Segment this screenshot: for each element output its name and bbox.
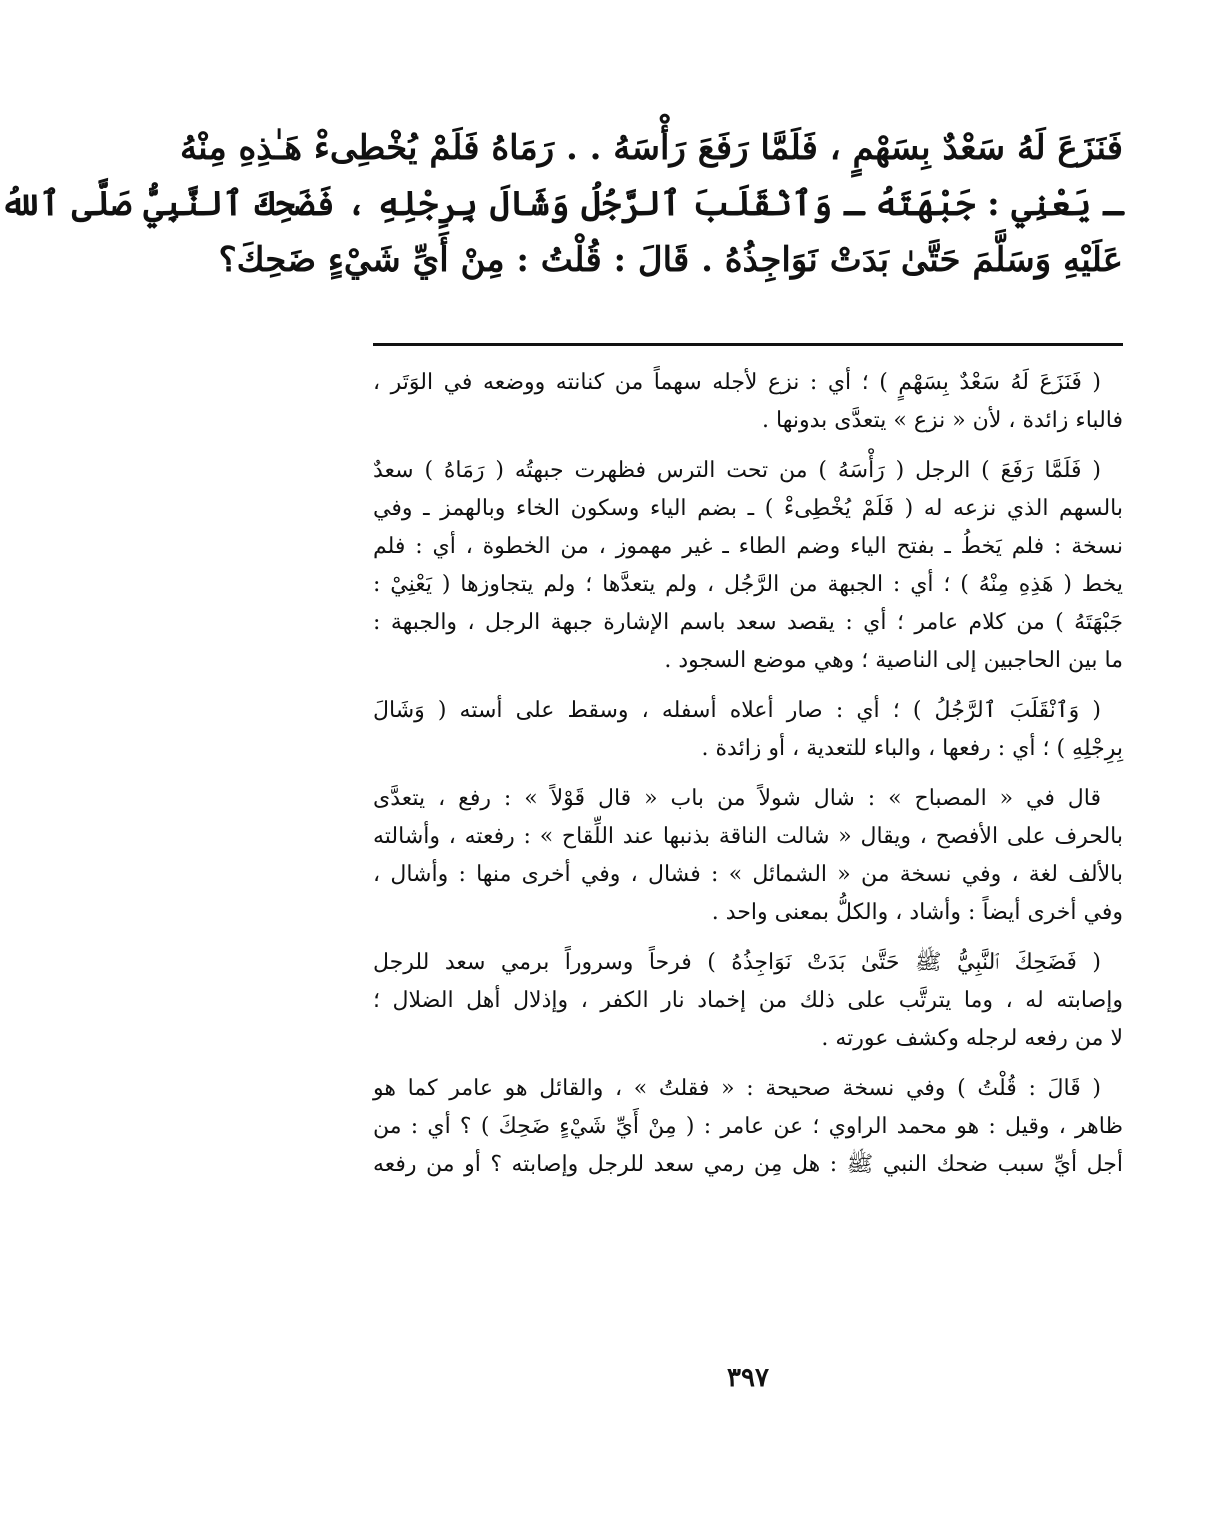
commentary-line: ( فَنَزَعَ لَهُ سَعْدٌ بِسَهْمٍ ) ؛ أي : نزع لأجله سهماً من كنانته ووضعه في الوَتَر ، bbox=[373, 370, 1101, 395]
commentary-line: ظاهر ، وقيل : هو محمد الراوي ؛ عن عامر : ( مِنْ أَيِّ شَيْءٍ ضَحِكَ ) ؟ أي : من bbox=[373, 1114, 1123, 1139]
commentary-paragraph bbox=[373, 364, 1123, 440]
commentary-line: جَبْهَتَهُ ) من كلام عامر ؛ أي : يقصد سعد باسم الإشارة جبهة الرجل ، والجبهة : bbox=[373, 610, 1123, 635]
commentary-line: يخط ( هَذِهِ مِنْهُ ) ؛ أي : الجبهة من الرَّجُل ، ولم يتعدَّها ؛ ولم يتجاوزها ( يَعْنِيْ : bbox=[373, 572, 1123, 597]
commentary-paragraph bbox=[373, 944, 1123, 1058]
commentary-paragraph bbox=[373, 1070, 1123, 1184]
commentary-line: ( فَلَمَّا رَفَعَ ) الرجل ( رَأْسَهُ ) من تحت الترس فظهرت جبهتُه ( رَمَاهُ ) سعدٌ bbox=[373, 458, 1101, 483]
commentary-line: بِرِجْلِهِ ) ؛ أي : رفعها ، والباء للتعدية ، أو زائدة . bbox=[701, 736, 1123, 761]
commentary-line: بالحرف على الأفصح ، ويقال « شالت الناقة بذنبها عند اللِّقاح » : رفعته ، وأشالته bbox=[373, 824, 1123, 849]
hadith-line: ـ يَعْنِي : جَبْهَتَهُ ـ وَٱنْقَلَبَ ٱلرَّجُلُ وَشَالَ بِرِجْلِهِ ، فَضَحِكَ ٱلنَّبِيُّ صَلَّى ٱللهُ bbox=[0, 184, 1123, 224]
commentary-line: قال في « المصباح » : شال شولاً من باب « قال قَوْلاً » : رفع ، يتعدَّى bbox=[373, 786, 1101, 811]
hadith-line: عَلَيْهِ وَسَلَّمَ حَتَّىٰ بَدَتْ نَوَاجِذُهُ . قَالَ : قُلْتُ : مِنْ أَيِّ شَيْءٍ ضَحِكَ؟ bbox=[218, 240, 1123, 280]
commentary-line: ( وَٱنْقَلَبَ ٱلرَّجُلُ ) ؛ أي : صار أعلاه أسفله ، وسقط على أسته ( وَشَالَ bbox=[373, 698, 1101, 723]
commentary-line: بالسهم الذي نزعه له ( فَلَمْ يُخْطِىءْ ) ـ بضم الياء وسكون الخاء وبالهمز ـ وفي bbox=[373, 496, 1123, 521]
commentary-line: بالألف لغة ، وفي نسخة من « الشمائل » : فشال ، وفي أخرى منها : وأشال ، bbox=[373, 862, 1123, 887]
commentary-line: وإصابته له ، وما يترتَّب على ذلك من إخماد نار الكفر ، وإذلال أهل الضلال ؛ bbox=[373, 988, 1123, 1013]
commentary-line: نسخة : فلم يَخطُ ـ بفتح الياء وضم الطاء ـ غير مهموز ، من الخطوة ، أي : فلم bbox=[373, 534, 1123, 559]
commentary-line: فالباء زائدة ، لأن « نزع » يتعدَّى بدونها . bbox=[762, 408, 1123, 433]
hadith-line: فَنَزَعَ لَهُ سَعْدٌ بِسَهْمٍ ، فَلَمَّا رَفَعَ رَأْسَهُ . . رَمَاهُ فَلَمْ يُخْطِىءْ هَـٰذِهِ مِنْهُ bbox=[179, 128, 1123, 168]
commentary-paragraph bbox=[373, 780, 1123, 932]
commentary-line: أجل أيِّ سبب ضحك النبي ﷺ : هل مِن رمي سعد للرجل وإصابته ؟ أو من رفعه bbox=[373, 1152, 1123, 1177]
commentary-line: ما بين الحاجبين إلى الناصية ؛ وهي موضع السجود . bbox=[664, 648, 1123, 673]
commentary-section bbox=[373, 364, 1123, 1196]
commentary-line: لا من رفعه لرجله وكشف عورته . bbox=[821, 1026, 1123, 1051]
commentary-paragraph bbox=[373, 692, 1123, 768]
separator-rule bbox=[373, 343, 1123, 346]
hadith-text bbox=[0, 120, 1123, 288]
commentary-line: وفي أخرى أيضاً : وأشاد ، والكلُّ بمعنى واحد . bbox=[711, 900, 1123, 925]
page-number: ٣٩٧ bbox=[727, 1363, 769, 1393]
commentary-paragraph bbox=[373, 452, 1123, 680]
commentary-line: ( فَضَحِكَ ٱلنَّبِيُّ ﷺ حَتَّىٰ بَدَتْ نَوَاجِذُهُ ) فرحاً وسروراً برمي سعد للرجل bbox=[373, 950, 1101, 975]
commentary-line: ( قَالَ : قُلْتُ ) وفي نسخة صحيحة : « فقلتُ » ، والقائل هو عامر كما هو bbox=[373, 1076, 1101, 1101]
